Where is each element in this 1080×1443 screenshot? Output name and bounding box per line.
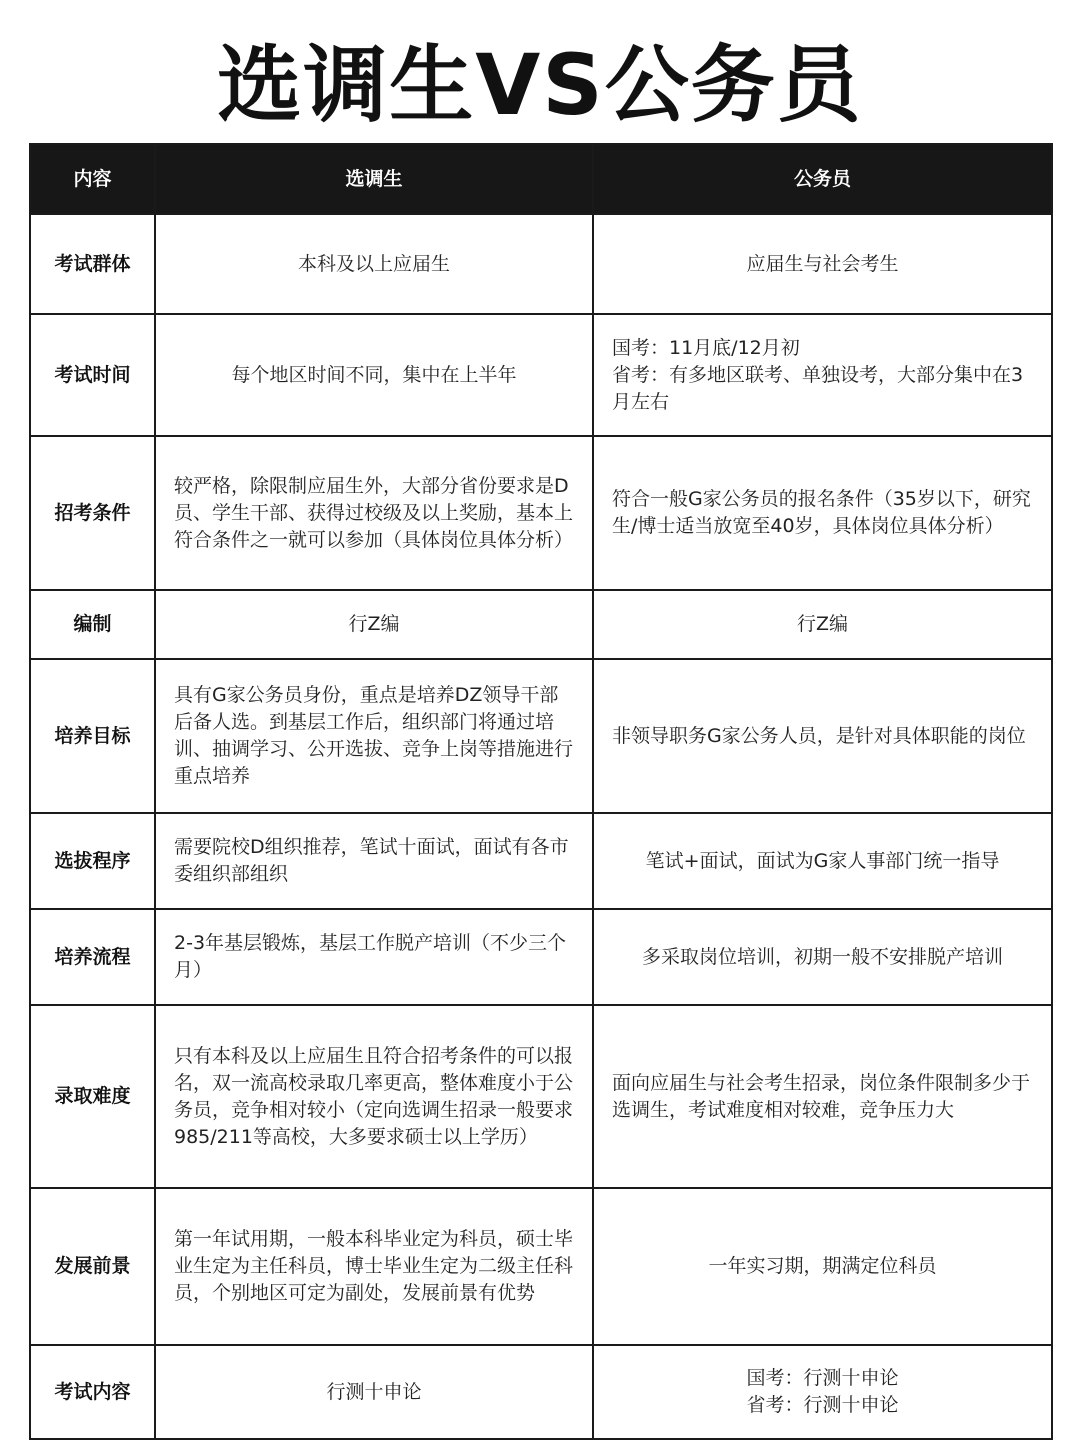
cell-text: 行测十申论	[326, 1380, 422, 1403]
table-row	[30, 1005, 1052, 1188]
cell-text: 非领导职务G家公务人员，是针对具体职能的岗位	[612, 724, 1026, 747]
cell-gongwuyuan	[593, 214, 1052, 314]
row-label: 考试内容	[30, 1345, 155, 1439]
row-label: 考试时间	[30, 314, 155, 436]
cell-xuandiaosheng	[155, 909, 593, 1005]
cell-text: 面向应届生与社会考生招录，岗位条件限制多少于选调生，考试难度相对较难，竞争压力大	[612, 1071, 1031, 1121]
cell-gongwuyuan	[593, 590, 1052, 659]
cell-text: 应届生与社会考生	[746, 252, 899, 275]
cell-xuandiaosheng	[155, 314, 593, 436]
cell-line: 省考：有多地区联考、单独设考，大部分集中在3月左右	[612, 363, 1024, 413]
row-label: 录取难度	[30, 1005, 155, 1188]
cell-xuandiaosheng	[155, 590, 593, 659]
cell-text: 只有本科及以上应届生且符合招考条件的可以报名，双一流高校录取几率更高，整体难度小于公务员，竞争相对较小（定向选调生招录一般要求985/211等高校，大多要求硕士以上学历）	[174, 1044, 574, 1148]
header-content: 内容	[30, 144, 155, 214]
cell-text: 具有G家公务员身份，重点是培养DZ领导干部后备人选。到基层工作后，组织部门将通过培训、抽调学习、公开选拔、竞争上岗等措施进行重点培养	[174, 684, 574, 787]
cell-text: 符合一般G家公务员的报名条件（35岁以下，研究生/博士适当放宽至40岁，具体岗位具体分析）	[612, 488, 1031, 537]
table-row	[30, 590, 1052, 659]
cell-text: 行Z编	[348, 613, 400, 635]
cell-text: 2-3年基层锻炼，基层工作脱产培训（不少三个月）	[174, 932, 567, 981]
table-row	[30, 214, 1052, 314]
cell-xuandiaosheng	[155, 1188, 593, 1345]
table-row	[30, 909, 1052, 1005]
cell-gongwuyuan	[593, 1345, 1052, 1439]
cell-text: 较严格，除限制应届生外，大部分省份要求是D员、学生干部、获得过校级及以上奖励，基本上符合条件之一就可以参加（具体岗位具体分析）	[174, 474, 574, 551]
cell-gongwuyuan	[593, 314, 1052, 436]
cell-xuandiaosheng	[155, 1345, 593, 1439]
table-row	[30, 436, 1052, 590]
table-row	[30, 659, 1052, 813]
row-label: 考试群体	[30, 214, 155, 314]
cell-text: 多采取岗位培训，初期一般不安排脱产培训	[641, 945, 1003, 968]
table-row	[30, 314, 1052, 436]
comparison-table	[29, 143, 1053, 1440]
cell-gongwuyuan	[593, 659, 1052, 813]
cell-text: 每个地区时间不同，集中在上半年	[231, 363, 517, 386]
table-row	[30, 813, 1052, 909]
row-label: 发展前景	[30, 1188, 155, 1345]
cell-gongwuyuan	[593, 1188, 1052, 1345]
cell-xuandiaosheng	[155, 1005, 593, 1188]
table-row	[30, 1188, 1052, 1345]
table-row	[30, 1345, 1052, 1439]
cell-gongwuyuan	[593, 909, 1052, 1005]
cell-xuandiaosheng	[155, 659, 593, 813]
cell-xuandiaosheng	[155, 436, 593, 590]
cell-text: 第一年试用期，一般本科毕业定为科员，硕士毕业生定为主任科员，博士毕业生定为二级主任科员，个别地区可定为副处，发展前景有优势	[174, 1228, 574, 1304]
row-label: 培养流程	[30, 909, 155, 1005]
row-label: 招考条件	[30, 436, 155, 590]
header-gongwuyuan: 公务员	[593, 144, 1052, 214]
cell-gongwuyuan	[593, 813, 1052, 909]
cell-gongwuyuan	[593, 1005, 1052, 1188]
cell-xuandiaosheng	[155, 813, 593, 909]
cell-text: 一年实习期，期满定位科员	[708, 1255, 937, 1277]
row-label: 培养目标	[30, 659, 155, 813]
cell-text: 本科及以上应届生	[297, 252, 450, 275]
cell-text: 笔试+面试，面试为G家人事部门统一指导	[645, 849, 1000, 872]
cell-gongwuyuan	[593, 436, 1052, 590]
row-label: 编制	[30, 590, 155, 659]
cell-xuandiaosheng	[155, 214, 593, 314]
cell-line: 国考：行测十申论	[746, 1367, 899, 1389]
cell-line: 省考：行测十申论	[746, 1394, 899, 1416]
cell-text: 行Z编	[796, 613, 849, 635]
page-title: 选调生VS公务员	[217, 36, 863, 134]
header-xuandiaosheng: 选调生	[155, 144, 593, 214]
cell-line: 国考：11月底/12月初	[612, 336, 800, 359]
row-label: 选拔程序	[30, 813, 155, 909]
table-header-row	[30, 144, 1052, 214]
cell-text: 需要院校D组织推荐，笔试十面试，面试有各市委组织部组织	[174, 836, 569, 885]
